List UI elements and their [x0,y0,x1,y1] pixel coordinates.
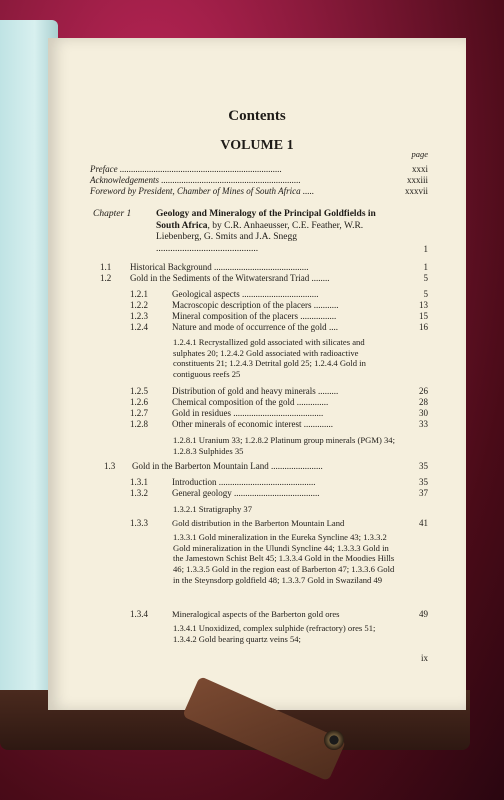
toc-frontmatter-preface: Preface ........................................................................ [90,164,282,174]
toc-page: 1 [423,244,428,254]
subsection-list: 1.2.4.1 Recrystallized gold associated with silicates and sulphates 20; 1.2.4.2 Gold associated with radioactive constituents 21; 1.2.4.3 Detrital gold 25; 1.2.4.4 Gold in contiguous reefs 25 [173,337,366,380]
toc-entry: 1.2.3 [130,311,148,321]
toc-page: 35 [419,477,428,487]
toc-page: 1 [423,262,428,272]
toc-entry: 1.3.1 [130,477,148,487]
toc-page: xxxi [411,164,428,174]
toc-page: xxxvii [404,186,428,196]
toc-page: 5 [423,273,428,283]
toc-entry-label: Chemical composition of the gold .............. [172,397,329,407]
chapter-title: Geology and Mineralogy of the Principal Goldfields in South Africa, by C.R. Anhaeusser, C.E. Feather, W.R. Liebenberg, G. Smits and J.A. Snegg ........................................... [156,209,376,254]
toc-entry-label: Other minerals of economic interest ............. [172,419,333,429]
toc-page: 28 [419,397,428,407]
toc-entry-label: Historical Background .......................................... [130,262,309,272]
toc-page: 5 [423,289,428,299]
toc-entry-label: Mineral composition of the placers ................ [172,311,337,321]
toc-entry: 1.3.2 [130,488,148,498]
toc-entry: 1.2.2 [130,300,148,310]
screw-icon [324,730,344,750]
toc-entry-label: Mineralogical aspects of the Barberton gold ores [172,609,340,619]
toc-entry-label: Nature and mode of occurrence of the gold .... [172,322,338,332]
subsection-list: 1.2.8.1 Uranium 33; 1.2.8.2 Platinum group minerals (PGM) 34; 1.2.8.3 Sulphides 35 [173,435,395,456]
toc-page: 49 [419,609,428,619]
toc-entry: 1.3.3 [130,518,148,528]
toc-entry: 1.1 [100,262,112,272]
toc-page: 33 [419,419,428,429]
toc-page: 37 [419,488,428,498]
subsection-list: 1.3.3.1 Gold mineralization in the Eureka Syncline 43; 1.3.3.2 Gold mineralization in the Ulundi Syncline 44; 1.3.3.3 Gold in the Jamestown Schist Belt 45; 1.3.3.4 Gold in the Moodies Hills 46; 1.3.3.5 Gold in the region east of Barberton 47; 1.3.3.6 Gold in the Steynsdorp goldfield 48; 1.3.3.7 Gold in Swaziland 49 [173,532,395,585]
volume-heading: VOLUME 1 [220,138,294,153]
toc-entry: 1.2.5 [130,386,148,396]
subsection-list: 1.3.4.1 Unoxidized, complex sulphide (refractory) ores 51; 1.3.4.2 Gold bearing quartz veins 54; [173,623,376,644]
toc-page: 15 [419,311,428,321]
toc-entry: 1.3.4 [130,609,148,619]
toc-page: 35 [419,461,428,471]
toc-frontmatter-foreword: Foreword by President, Chamber of Mines of South Africa ..... [90,186,315,196]
toc-page: 41 [419,518,428,528]
toc-page: 26 [419,386,428,396]
toc-entry: 1.2.7 [130,408,148,418]
toc-page: 13 [419,300,428,310]
toc-entry: 1.2.6 [130,397,148,407]
toc-entry-label: Gold in residues ........................................ [172,408,324,418]
subsection-list: 1.3.2.1 Stratigraphy 37 [173,504,253,514]
chapter-label: Chapter 1 [93,209,132,219]
toc-entry: 1.2 [100,273,112,283]
page-number: ix [420,653,428,663]
contents-heading: Contents [228,108,286,124]
toc-entry-label: Geological aspects .................................. [172,289,319,299]
toc-entry-label: Gold in the Barberton Mountain Land ....................... [132,461,323,471]
toc-entry: 1.2.4 [130,322,148,332]
book-page [48,38,466,710]
toc-entry-label: Gold in the Sediments of the Witwatersrand Triad ........ [130,273,330,283]
toc-entry: 1.2.8 [130,419,148,429]
toc-entry-label: Introduction ........................................... [172,477,316,487]
toc-entry-label: Macroscopic description of the placers ........... [172,300,339,310]
toc-entry-label: Gold distribution in the Barberton Mountain Land [172,518,345,528]
toc-entry: 1.3 [104,461,116,471]
toc-page: 30 [419,408,428,418]
toc-entry-label: Distribution of gold and heavy minerals ......... [172,386,339,396]
page-column-header: page [411,149,428,159]
toc-entry-label: General geology ...................................... [172,488,320,498]
toc-page: xxxiii [406,175,428,185]
toc-entry: 1.2.1 [130,289,148,299]
toc-page: 16 [419,322,428,332]
toc-frontmatter-acknowledgements: Acknowledgements .............................................................. [90,175,301,185]
